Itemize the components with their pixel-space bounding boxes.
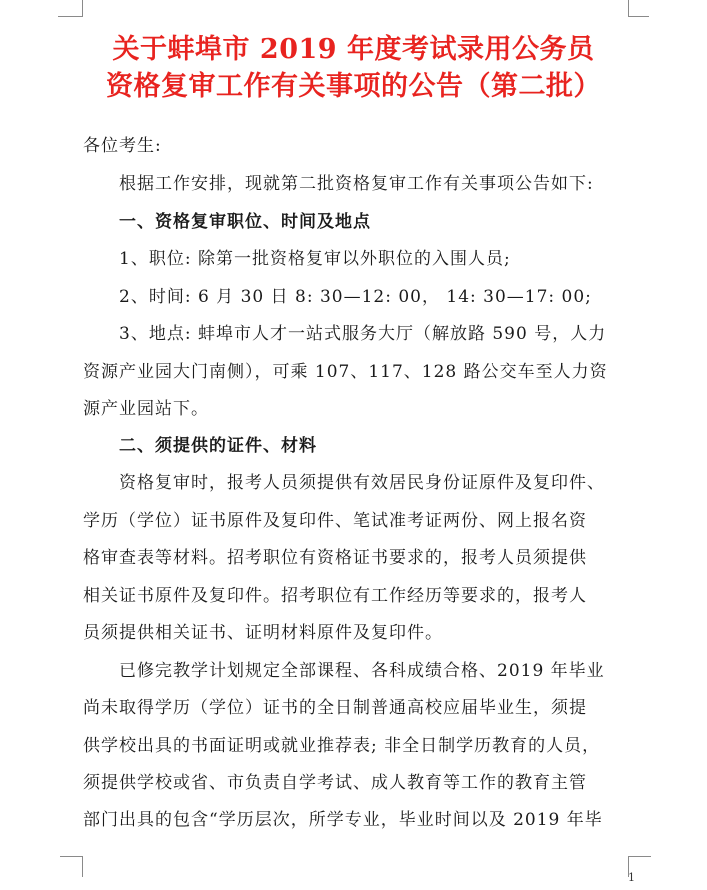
salutation: 各位考生: [83, 136, 162, 156]
body-line: 已修完教学计划规定全部课程、各科成绩合格、2019 年毕业 [83, 661, 605, 681]
document-title-line-1: 关于蚌埠市 2019 年度考试录用公务员 [112, 34, 595, 65]
body-line: 源产业园站下。 [83, 399, 209, 419]
section-heading-2: 二、须提供的证件、材料 [83, 436, 317, 456]
body-line: 尚未取得学历（学位）证书的全日制普通高校应届毕业生，须提 [83, 698, 587, 718]
body-line: 员须提供相关证书、证明材料原件及复印件。 [83, 623, 443, 643]
body-line: 相关证书原件及复印件。招考职位有工作经历等要求的，报考人 [83, 586, 587, 606]
item-location: 3、地点: 蚌埠市人才一站式服务大厅（解放路 590 号，人力 [83, 324, 607, 344]
item-position: 1、职位: 除第一批资格复审以外职位的入围人员; [83, 249, 511, 269]
crop-mark-bottom-left [60, 856, 83, 877]
body-line: 须提供学校或省、市负责自学考试、成人教育等工作的教育主管 [83, 773, 587, 793]
crop-mark-top-left [58, 0, 83, 17]
body-line: 供学校出具的书面证明或就业推荐表; 非全日制学历教育的人员， [83, 736, 601, 756]
page-number: 1 [628, 871, 635, 884]
body-line: 学历（学位）证书原件及复印件、笔试准考证两份、网上报名资 [83, 511, 587, 531]
body-line: 资源产业园大门南侧），可乘 107、117、128 路公交车至人力资 [83, 362, 608, 382]
body-line: 格审查表等材料。招考职位有资格证书要求的，报考人员须提供 [83, 548, 587, 568]
item-time: 2、时间: 6 月 30 日 8: 30—12: 00， 14: 30—17: 00; [83, 287, 592, 307]
intro-paragraph: 根据工作安排，现就第二批资格复审工作有关事项公告如下: [83, 174, 594, 194]
crop-mark-top-right [628, 0, 649, 17]
document-title-line-2: 资格复审工作有关事项的公告（第二批） [106, 71, 601, 102]
body-line: 部门出具的包含“学历层次，所学专业，毕业时间以及 2019 年毕 [83, 810, 603, 830]
body-line: 资格复审时，报考人员须提供有效居民身份证原件及复印件、 [83, 473, 605, 493]
section-heading-1: 一、资格复审职位、时间及地点 [83, 212, 371, 232]
